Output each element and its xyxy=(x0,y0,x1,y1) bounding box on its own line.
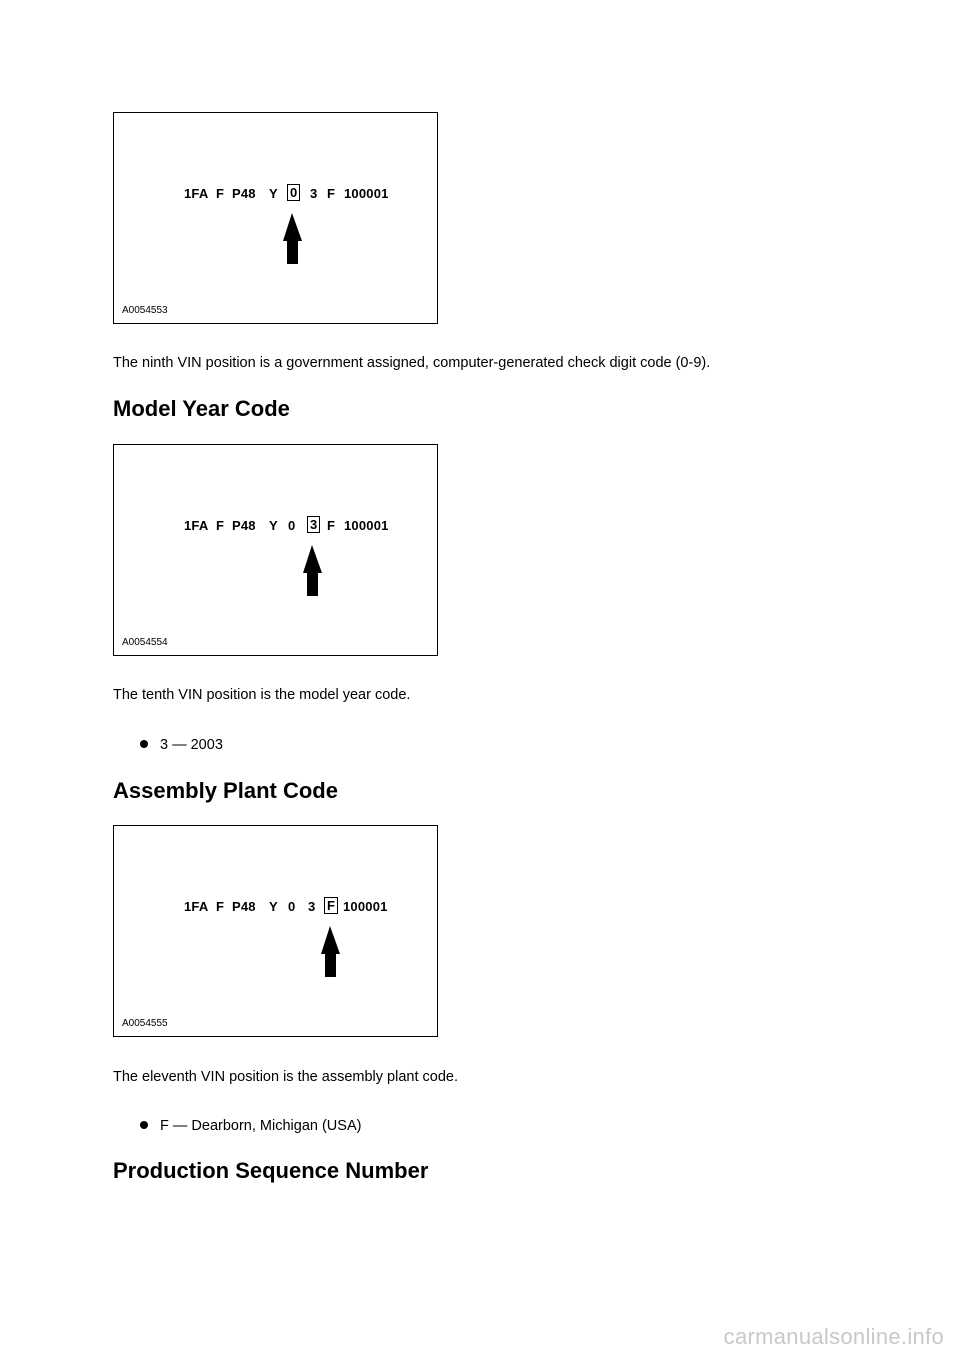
vin-segment: F xyxy=(216,518,225,533)
vin-segment: 0 xyxy=(288,518,296,533)
heading-assembly-plant-code: Assembly Plant Code xyxy=(113,778,338,803)
vin-segment: Y xyxy=(269,186,278,201)
vin-figure-model-year xyxy=(113,444,438,656)
arrow-up-icon xyxy=(114,113,439,325)
bullet-dot-icon xyxy=(140,1121,148,1129)
bullet-text: F — Dearborn, Michigan (USA) xyxy=(160,1118,362,1134)
vin-segment: 100001 xyxy=(343,899,388,914)
figure-id: A0054555 xyxy=(122,1018,168,1029)
vin-segment: 0 xyxy=(288,899,296,914)
heading-production-sequence-number: Production Sequence Number xyxy=(113,1158,429,1183)
vin-segment: F xyxy=(216,186,225,201)
paragraph-assembly-plant: The eleventh VIN position is the assembly plant code. xyxy=(113,1069,458,1085)
vin-segment: P48 xyxy=(232,186,256,201)
bullet-item-assembly-plant xyxy=(140,1117,361,1135)
vin-segment: 100001 xyxy=(344,518,389,533)
vin-segment-highlighted: 3 xyxy=(307,516,320,533)
vin-segment: 1FA xyxy=(184,186,209,201)
bullet-item-model-year xyxy=(140,736,223,754)
vin-segment: F xyxy=(327,186,336,201)
vin-segment: Y xyxy=(269,518,278,533)
figure-id: A0054553 xyxy=(122,305,168,316)
vin-segment-highlighted: F xyxy=(324,897,338,914)
arrow-up-icon xyxy=(114,826,439,1038)
watermark: carmanualsonline.info xyxy=(723,1324,944,1349)
vin-segment: Y xyxy=(269,899,278,914)
heading-model-year-code: Model Year Code xyxy=(113,396,290,421)
paragraph-model-year: The tenth VIN position is the model year code. xyxy=(113,687,411,703)
bullet-text: 3 — 2003 xyxy=(160,737,223,753)
vin-segment: 1FA xyxy=(184,518,209,533)
vin-segment: P48 xyxy=(232,518,256,533)
vin-figure-assembly-plant xyxy=(113,825,438,1037)
vin-segment: 3 xyxy=(308,899,316,914)
vin-figure-check-digit xyxy=(113,112,438,324)
vin-segment: P48 xyxy=(232,899,256,914)
figure-id: A0054554 xyxy=(122,637,168,648)
vin-segment: F xyxy=(327,518,336,533)
arrow-up-icon xyxy=(114,445,439,657)
vin-segment: 3 xyxy=(310,186,318,201)
vin-segment: 100001 xyxy=(344,186,389,201)
vin-segment-highlighted: 0 xyxy=(287,184,300,201)
vin-segment: F xyxy=(216,899,225,914)
bullet-dot-icon xyxy=(140,740,148,748)
vin-segment: 1FA xyxy=(184,899,209,914)
paragraph-check-digit: The ninth VIN position is a government assigned, computer-generated check digit code (0-9). xyxy=(113,355,711,371)
